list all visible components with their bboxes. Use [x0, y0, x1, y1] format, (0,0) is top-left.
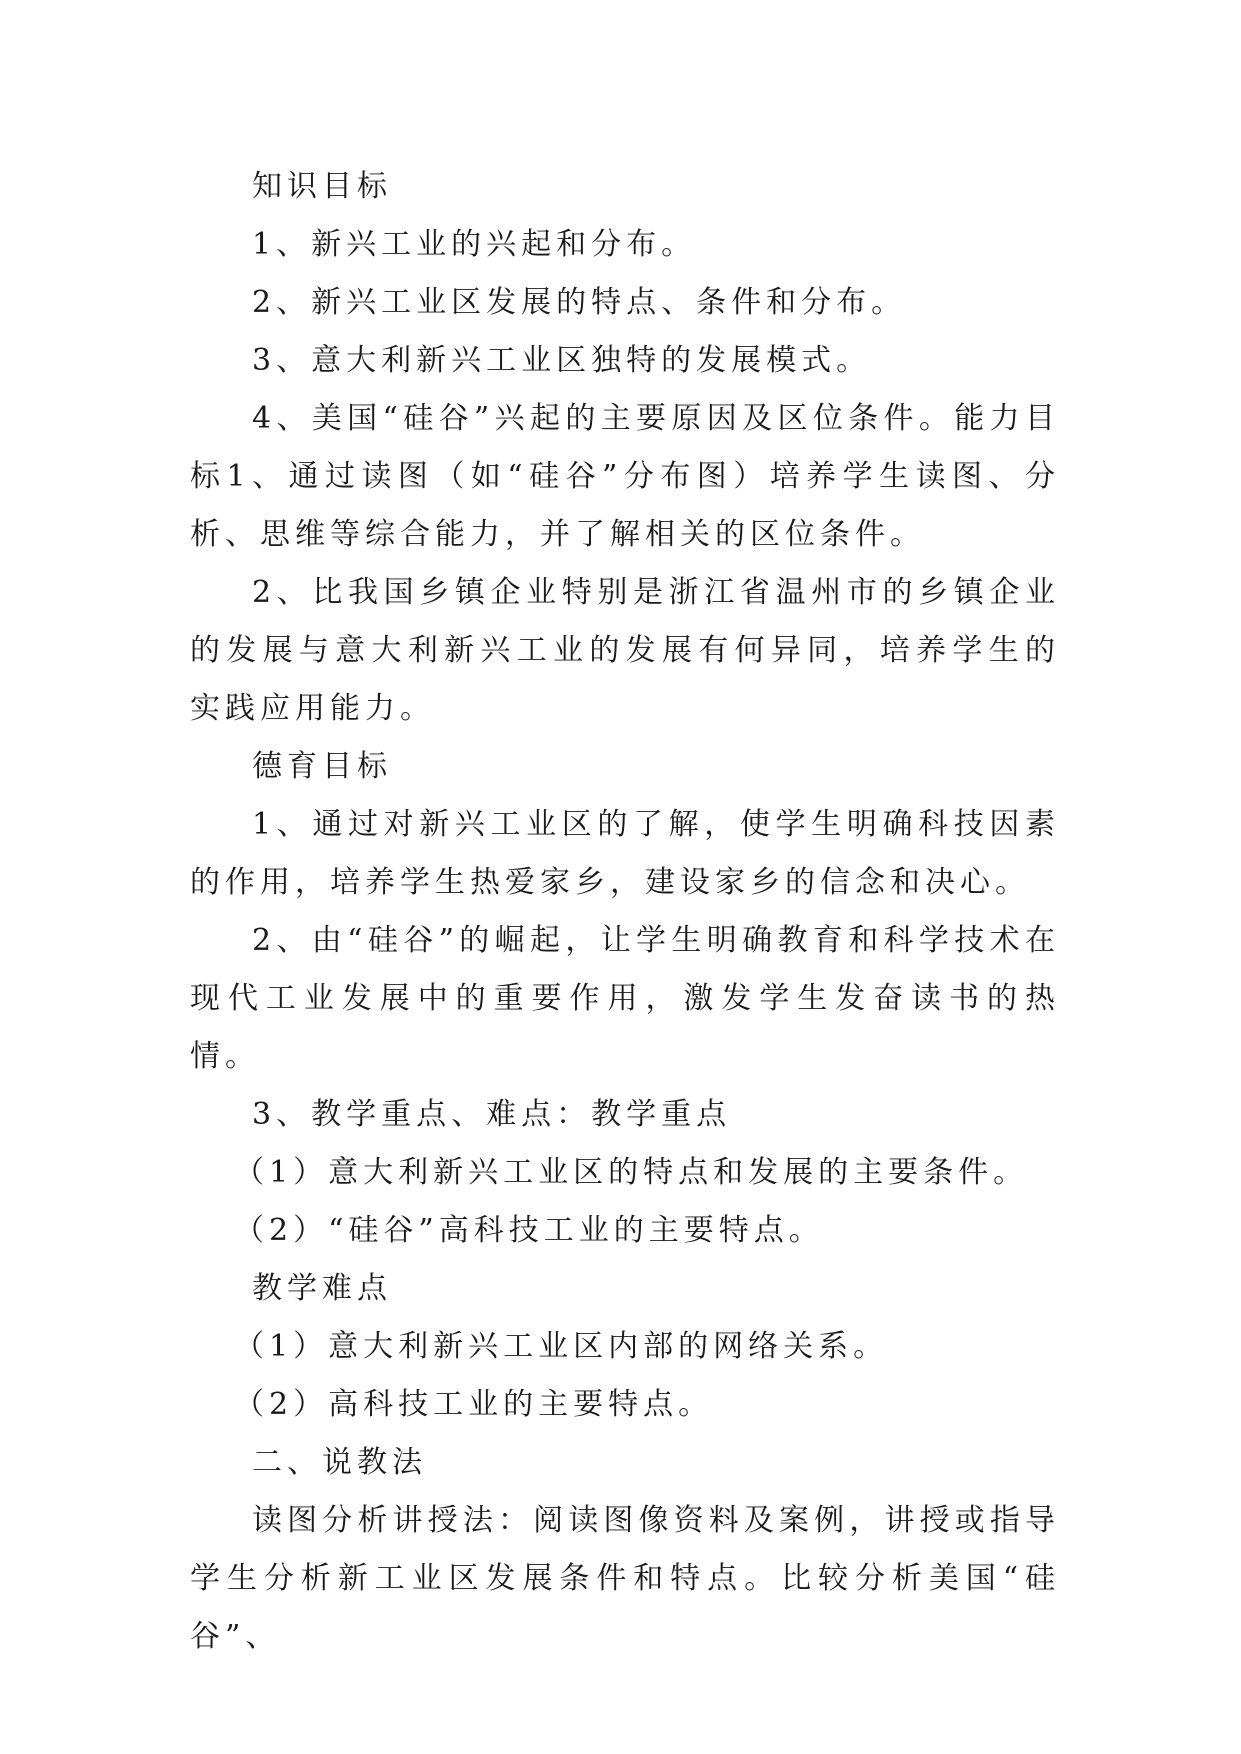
list-item: 2、新兴工业区发展的特点、条件和分布。 [252, 285, 907, 320]
list-item: 2、由“硅谷”的崛起，让学生明确教育和科学技术在现代工业发展中的重要作用，激发学生发奋读书的热情。 [190, 923, 1060, 1074]
document-body [190, 158, 1060, 1666]
list-item: （2）“硅谷”高科技工业的主要特点。 [234, 1213, 824, 1248]
heading-knowledge-objectives: 知识目标 [252, 169, 392, 204]
list-item: （1）意大利新兴工业区内部的网络关系。 [234, 1329, 889, 1364]
list-item: （1）意大利新兴工业区的特点和发展的主要条件。 [234, 1155, 1029, 1190]
paragraph: 读图分析讲授法：阅读图像资料及案例，讲授或指导学生分析新工业区发展条件和特点。比较分析美国“硅谷”、 [190, 1503, 1060, 1654]
list-item: 3、教学重点、难点：教学重点 [252, 1097, 732, 1132]
list-item: 4、美国“硅谷”兴起的主要原因及区位条件。能力目标1、通过读图（如“硅谷”分布图）培养学生读图、分析、思维等综合能力，并了解相关的区位条件。 [190, 401, 1060, 552]
list-item: 2、比我国乡镇企业特别是浙江省温州市的乡镇企业的发展与意大利新兴工业的发展有何异同，培养学生的实践应用能力。 [190, 575, 1060, 726]
list-item: （2）高科技工业的主要特点。 [234, 1387, 714, 1422]
list-item: 1、通过对新兴工业区的了解，使学生明确科技因素的作用，培养学生热爱家乡，建设家乡的信念和决心。 [190, 807, 1060, 900]
heading-teaching-difficulties: 教学难点 [252, 1271, 392, 1306]
heading-teaching-methods: 二、说教法 [252, 1445, 427, 1480]
heading-moral-objectives: 德育目标 [252, 749, 392, 784]
list-item: 1、新兴工业的兴起和分布。 [252, 227, 697, 262]
list-item: 3、意大利新兴工业区独特的发展模式。 [252, 343, 872, 378]
